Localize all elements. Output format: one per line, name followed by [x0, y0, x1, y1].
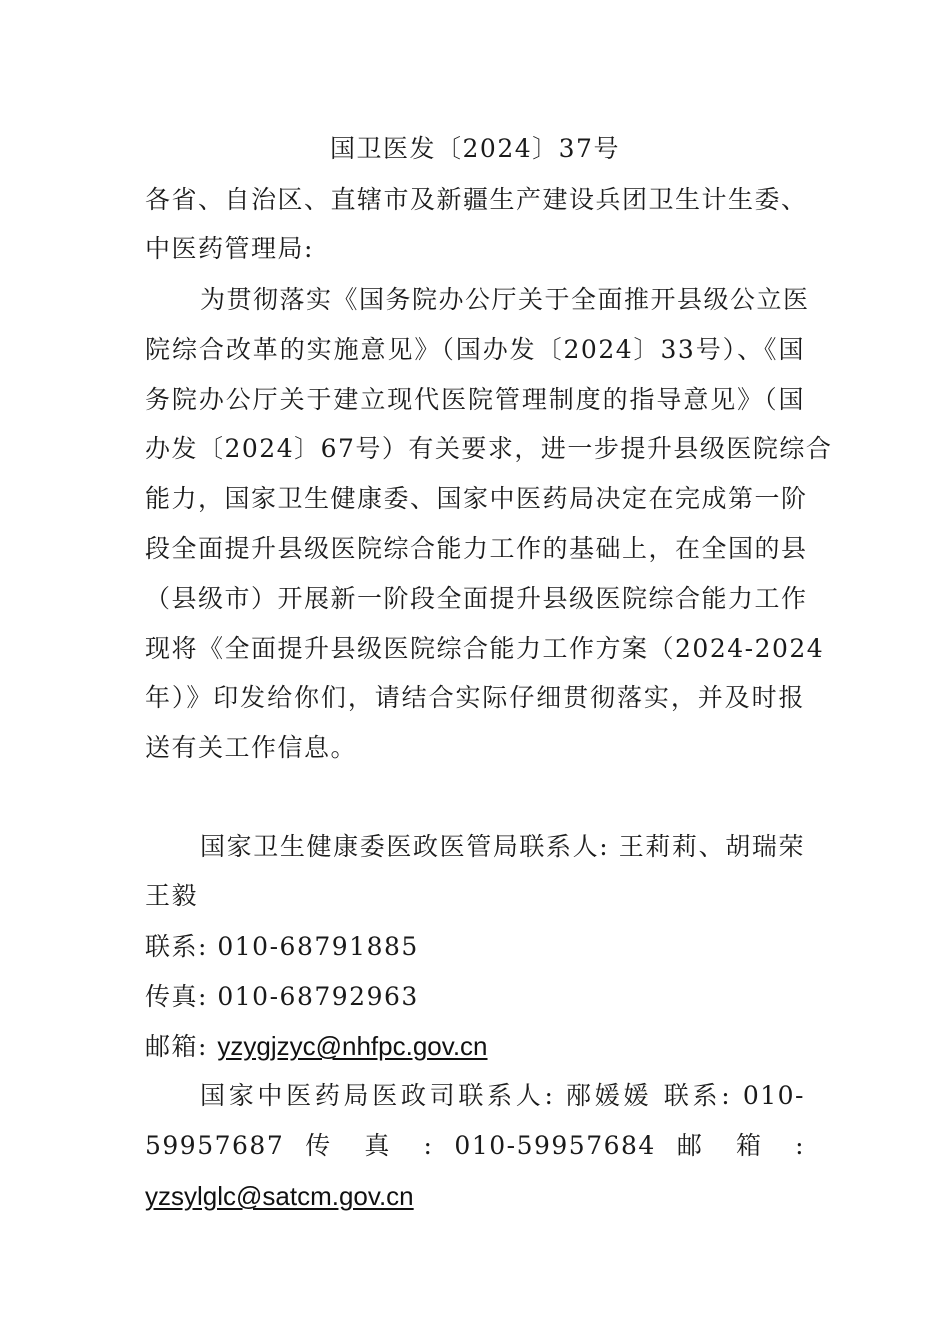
- body-line: 年）》印发给你们，请结合实际仔细贯彻落实，并及时报: [145, 683, 805, 712]
- document-number: 国卫医发〔2024〕37号: [330, 134, 620, 163]
- contact2-email-link[interactable]: yzsylglc@satcm.gov.cn: [145, 1181, 414, 1211]
- contact1-name-line-2: 王毅: [145, 881, 199, 910]
- body-line: （县级市）开展新一阶段全面提升县级医院综合能力工作: [145, 584, 808, 613]
- body-line: 现将《全面提升县级医院综合能力工作方案（2024-2024: [145, 634, 825, 663]
- contact1-email: [145, 1031, 805, 1062]
- contact1-phone-label: 联系:: [145, 932, 218, 961]
- contact1-phone: [145, 932, 805, 962]
- body-line: 院综合改革的实施意见》（国办发〔2024〕33号）、《国: [145, 335, 805, 364]
- contact1-name-line: 国家卫生健康委医政医管局联系人: 王莉莉、胡瑞荣: [200, 832, 805, 861]
- salutation-line-2: 中医药管理局:: [145, 234, 314, 263]
- contact2-email: [145, 1181, 805, 1212]
- contact1-email-label: 邮箱:: [145, 1032, 218, 1061]
- contact1-fax-label: 传真:: [145, 982, 218, 1011]
- contact1-phone-value: 010-68791885: [217, 932, 419, 961]
- contact2-phone-fax-line: 59957687 传 真 : 010-59957684 邮 箱 :: [145, 1131, 805, 1160]
- salutation-line-1: 各省、自治区、直辖市及新疆生产建设兵团卫生计生委、: [145, 185, 808, 214]
- contact2-name-line: 国家中医药局医政司联系人: 邴媛媛 联系: 010-: [200, 1081, 805, 1110]
- body-line: 务院办公厅关于建立现代医院管理制度的指导意见》（国: [145, 385, 805, 414]
- body-line: 为贯彻落实《国务院办公厅关于全面推开县级公立医: [200, 285, 810, 314]
- body-line: 送有关工作信息。: [145, 733, 358, 762]
- contact1-email-link[interactable]: yzygjzyc@nhfpc.gov.cn: [217, 1031, 488, 1061]
- body-line: 办发〔2024〕67号）有关要求，进一步提升县级医院综合: [145, 434, 833, 463]
- body-line: 能力，国家卫生健康委、国家中医药局决定在完成第一阶: [145, 484, 808, 513]
- contact1-fax-value: 010-68792963: [217, 982, 419, 1011]
- body-line: 段全面提升县级医院综合能力工作的基础上，在全国的县: [145, 534, 808, 563]
- contact1-fax: [145, 982, 805, 1012]
